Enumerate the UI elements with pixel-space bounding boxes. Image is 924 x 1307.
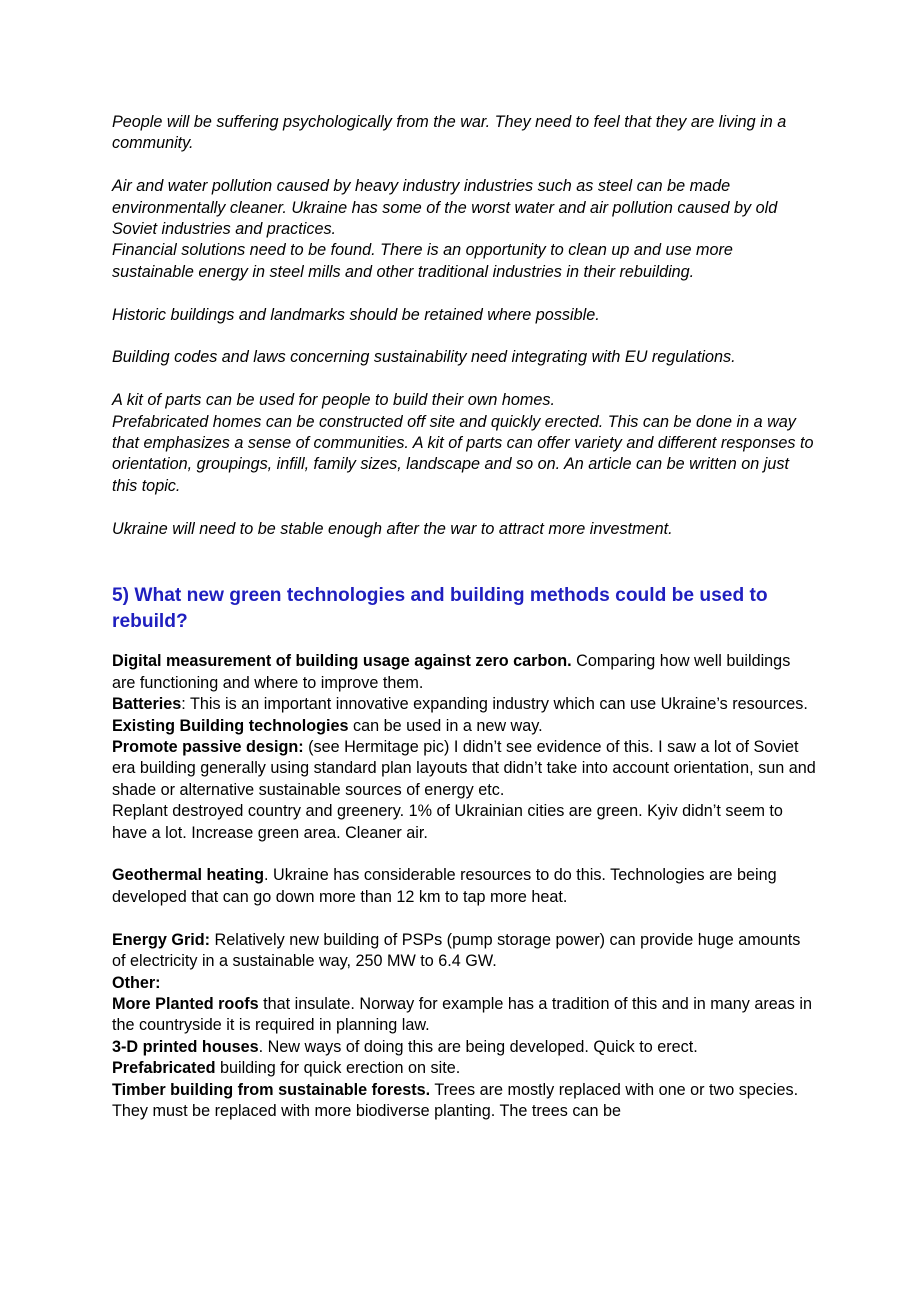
text-line: A kit of parts can be used for people to build their own homes. [112,391,556,410]
item-geothermal [112,865,816,908]
item-text: Comparing how well buildings are functioning and where to improve them. [112,652,791,692]
item-text: (see Hermitage pic) I didn’t see evidence of this. I saw a lot of Soviet era building generally using standard plan layouts that didn’t take into account orientation, sun and shade or alternative sustainable sources of energy etc. [112,738,816,799]
paragraph-historic [112,305,816,326]
item-text: Relatively new building of PSPs (pump storage power) can provide huge amounts of electricity in a sustainable way, 250 MW to 6.4 GW. [112,930,801,971]
paragraph-kit-of-parts [112,390,816,411]
item-term: Prefabricated [112,1059,216,1078]
item-timber-building [112,1080,816,1123]
item-term: Digital measurement of building usage against zero carbon. [112,652,572,671]
item-term: Other: [112,973,161,992]
item-text: building for quick erection on site. [215,1059,461,1078]
item-term: Timber building from sustainable forests. [112,1080,431,1099]
paragraph-pollution [112,176,816,240]
paragraph-psychological [112,112,816,155]
paragraph-building-codes [112,347,816,368]
item-existing-technologies [112,716,816,737]
item-term: Geothermal heating [112,866,265,885]
paragraph-financial [112,240,816,283]
item-text: . New ways of doing this are being developed. Quick to erect. [258,1037,698,1056]
text-line: Historic buildings and landmarks should be retained where possible. [112,305,600,324]
item-text: that insulate. Norway for example has a tradition of this and in many areas in the countryside it is required in planning law. [112,994,812,1035]
item-batteries [112,694,816,715]
text-line: Building codes and laws concerning sustainability need integrating with EU regulations. [112,348,736,367]
item-text: Replant destroyed country and greenery. 1% of Ukrainian cities are green. Kyiv didn’t seem to have a lot. Increase green area. Cleaner air. [112,802,783,842]
item-term: Batteries [112,695,182,714]
item-term: Energy Grid: [112,930,211,949]
item-text: : This is an important innovative expanding industry which can use Ukraine’s resources. [181,695,808,714]
text-line: Ukraine will need to be stable enough after the war to attract more investment. [112,519,673,538]
item-prefabricated [112,1058,816,1079]
item-text: . Ukraine has considerable resources to do this. Technologies are being developed that can go down more than 12 km to tap more heat. [112,866,777,906]
text-line: Prefabricated homes can be constructed off site and quickly erected. This can be done in a way that emphasizes a sense of communities. A kit of parts can offer variety and different responses to orientation, groupings, infill, family sizes, landscape and so on. An article can be written on just this topic. [112,412,814,495]
item-text: can be used in a new way. [348,716,543,735]
item-term: Promote passive design: [112,738,304,757]
item-digital-measurement [112,651,816,694]
item-3d-printed-houses [112,1037,816,1058]
item-planted-roofs [112,994,816,1037]
document-page [112,112,816,1122]
text-line: People will be suffering psychologically from the war. They need to feel that they are living in a community. [112,113,787,153]
item-other [112,973,816,994]
text-line: Financial solutions need to be found. There is an opportunity to clean up and use more sustainable energy in steel mills and other traditional industries in their rebuilding. [112,241,733,281]
item-energy-grid [112,930,816,973]
section-heading: 5) What new green technologies and building methods could be used to rebuild? [112,585,768,632]
item-term: 3-D printed houses [112,1037,259,1056]
item-text: Trees are mostly replaced with one or two species. They must be replaced with more biodiverse planting. The trees can be [112,1080,799,1120]
item-term: More Planted roofs [112,994,259,1013]
item-replant [112,801,816,844]
paragraph-prefabricated-homes [112,412,816,498]
paragraph-stability [112,519,816,540]
text-line: Air and water pollution caused by heavy industry industries such as steel can be made environmentally cleaner. Ukraine has some of the worst water and air pollution caused by old Soviet industries and practices. [112,177,778,239]
item-passive-design [112,737,816,801]
item-term: Existing Building technologies [112,716,349,735]
